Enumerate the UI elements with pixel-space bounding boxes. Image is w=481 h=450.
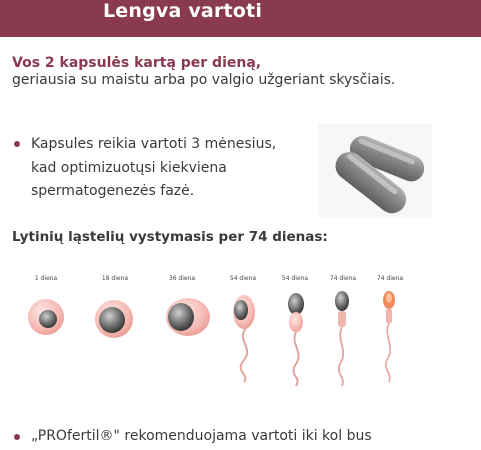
stage-label: 54 diena [229, 275, 257, 282]
duration-paragraph [31, 133, 311, 204]
cell-development-illustration [0, 282, 481, 392]
stage-label: 74 diena [329, 275, 357, 282]
stage-label: 54 diena [281, 275, 309, 282]
recommendation-text: „PROfertil®" rekomenduojama vartoti iki kol bus [31, 428, 372, 444]
cell-stage-1 [28, 299, 64, 335]
stage-label: 74 diena [376, 275, 404, 282]
cell-stage-2 [95, 300, 133, 338]
cell-stage-7 [383, 291, 395, 382]
cell-stage-3 [166, 298, 210, 336]
cell-stage-6 [335, 291, 349, 386]
capsule-image [318, 124, 432, 218]
duration-line: kad optimizuotųsi kiekviena [31, 159, 227, 176]
bullet-icon [14, 141, 20, 147]
bullet-icon [14, 434, 20, 440]
stage-label: 18 diena [101, 275, 129, 282]
cell-stage-4 [233, 295, 255, 382]
duration-line: spermatogenezės fazė. [31, 183, 195, 199]
header-banner [0, 0, 481, 37]
duration-line: Kapsules reikia vartoti 3 mėnesius, [31, 136, 277, 152]
development-heading: Lytinių ląstelių vystymasis per 74 dienas: [12, 229, 328, 245]
page-title: Lengva vartoti [103, 0, 263, 22]
cell-stage-5 [288, 293, 304, 386]
dosage-highlight: Vos 2 kapsulės kartą per dieną, [12, 55, 262, 71]
stage-label: 36 diena [168, 275, 196, 282]
dosage-instructions: geriausia su maistu arba po valgio užgeriant skysčiais. [12, 72, 396, 88]
stage-label: 1 diena [34, 275, 58, 282]
